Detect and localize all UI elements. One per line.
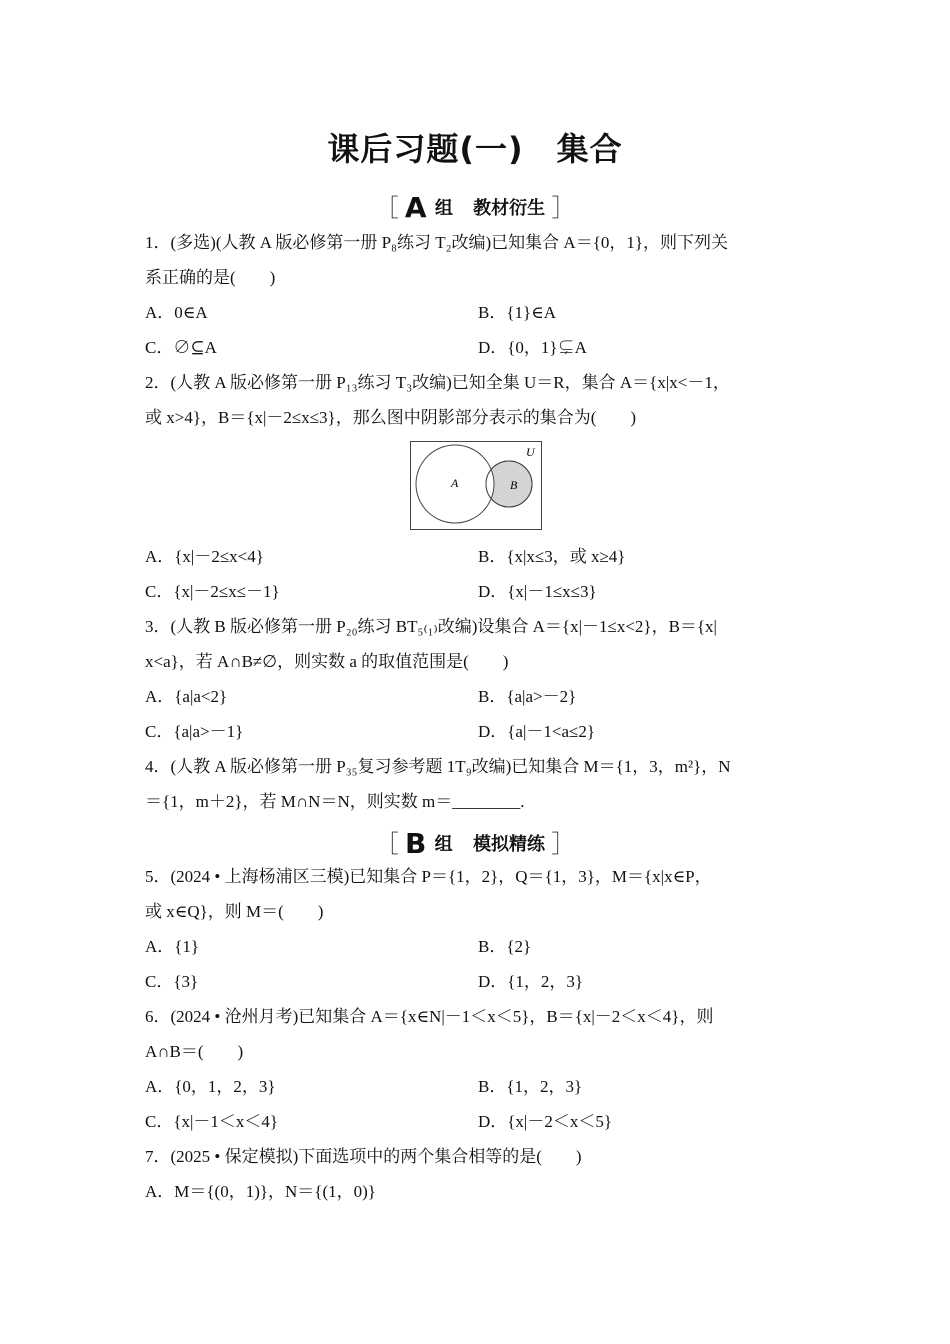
question-3-line-1: 3．(人教 B 版必修第一册 P₂₀练习 BT₅₍₁₎改编)设集合 A＝{x|－1≤x<2}，B＝{x|: [145, 617, 717, 636]
set-a-label: A: [451, 476, 459, 490]
bracket-open: ［: [374, 830, 399, 858]
option-a: A．0∈A: [145, 303, 208, 322]
group-letter: A: [404, 191, 427, 224]
option-d: D．{0，1}⊊A: [478, 338, 587, 357]
option-d: D．{x|－2＜x＜5}: [478, 1112, 612, 1131]
option-d: D．{a|－1<a≤2}: [478, 722, 596, 741]
question-7-line-1: 7．(2025 • 保定模拟)下面选项中的两个集合相等的是( ): [145, 1147, 582, 1166]
option-b: B．{1}∈A: [478, 303, 557, 322]
group-name: 教材衍生: [473, 198, 546, 219]
option-d: D．{x|－1≤x≤3}: [478, 582, 597, 601]
venn-diagram: [410, 441, 543, 531]
question-1-line-1: 1．(多选)(人教 A 版必修第一册 P₈练习 T₂改编)已知集合 A＝{0，1}，则下列关: [145, 233, 729, 252]
option-a: A．M＝{(0，1)}，N＝{(1，0)}: [145, 1182, 376, 1201]
group-name: 模拟精练: [472, 834, 545, 855]
group-b-header: [0, 824, 950, 860]
option-c: C．{a|a>－1}: [145, 722, 244, 741]
option-c: C．∅⊆A: [145, 338, 217, 357]
question-2-line-1: 2．(人教 A 版必修第一册 P₁₃练习 T₃改编)已知全集 U＝R，集合 A＝{x|x<－1，: [145, 373, 730, 392]
question-5-line-1: 5．(2024 • 上海杨浦区三模)已知集合 P＝{1，2}，Q＝{1，3}，M＝{x|x∈P，: [145, 867, 712, 886]
group-a-header: [0, 188, 950, 224]
option-c: C．{x|－2≤x≤－1}: [145, 582, 280, 601]
question-4-line-1: 4．(人教 A 版必修第一册 P₃₅复习参考题 1T₉改编)已知集合 M＝{1，3，m²}，N: [145, 757, 731, 776]
bracket-close: ］: [551, 830, 576, 858]
page-title: 课后习题(一) 集合: [327, 130, 623, 168]
question-2-line-2: 或 x>4}，B＝{x|－2≤x≤3}，那么图中阴影部分表示的集合为( ): [145, 408, 637, 427]
option-b: B．{1，2，3}: [478, 1077, 583, 1096]
option-b: B．{2}: [478, 937, 532, 956]
question-5-line-2: 或 x∈Q}，则 M＝( ): [145, 902, 324, 921]
group-label: 组: [434, 834, 453, 855]
universe-label: U: [526, 445, 535, 459]
option-b: B．{a|a>－2}: [478, 687, 577, 706]
bracket-open: ［: [374, 194, 399, 222]
question-4-line-2: ＝{1，m＋2}，若 M∩N＝N，则实数 m＝________.: [145, 792, 525, 811]
option-d: D．{1，2，3}: [478, 972, 584, 991]
option-c: C．{3}: [145, 972, 199, 991]
option-c: C．{x|－1＜x＜4}: [145, 1112, 279, 1131]
question-6-line-1: 6．(2024 • 沧州月考)已知集合 A＝{x∈N|－1＜x＜5}，B＝{x|－2＜x＜4}，则: [145, 1007, 714, 1026]
option-a: A．{0，1，2，3}: [145, 1077, 276, 1096]
set-b-label: B: [510, 478, 518, 492]
option-b: B．{x|x≤3，或 x≥4}: [478, 547, 626, 566]
question-1-line-2: 系正确的是( ): [145, 268, 276, 287]
group-letter: B: [405, 827, 427, 860]
option-a: A．{x|－2≤x<4}: [145, 547, 264, 566]
question-6-line-2: A∩B＝( ): [145, 1042, 244, 1061]
question-3-line-2: x<a}，若 A∩B≠∅，则实数 a 的取值范围是( ): [145, 652, 509, 671]
option-a: A．{1}: [145, 937, 200, 956]
bracket-close: ］: [551, 194, 576, 222]
group-label: 组: [434, 198, 453, 219]
option-a: A．{a|a<2}: [145, 687, 228, 706]
